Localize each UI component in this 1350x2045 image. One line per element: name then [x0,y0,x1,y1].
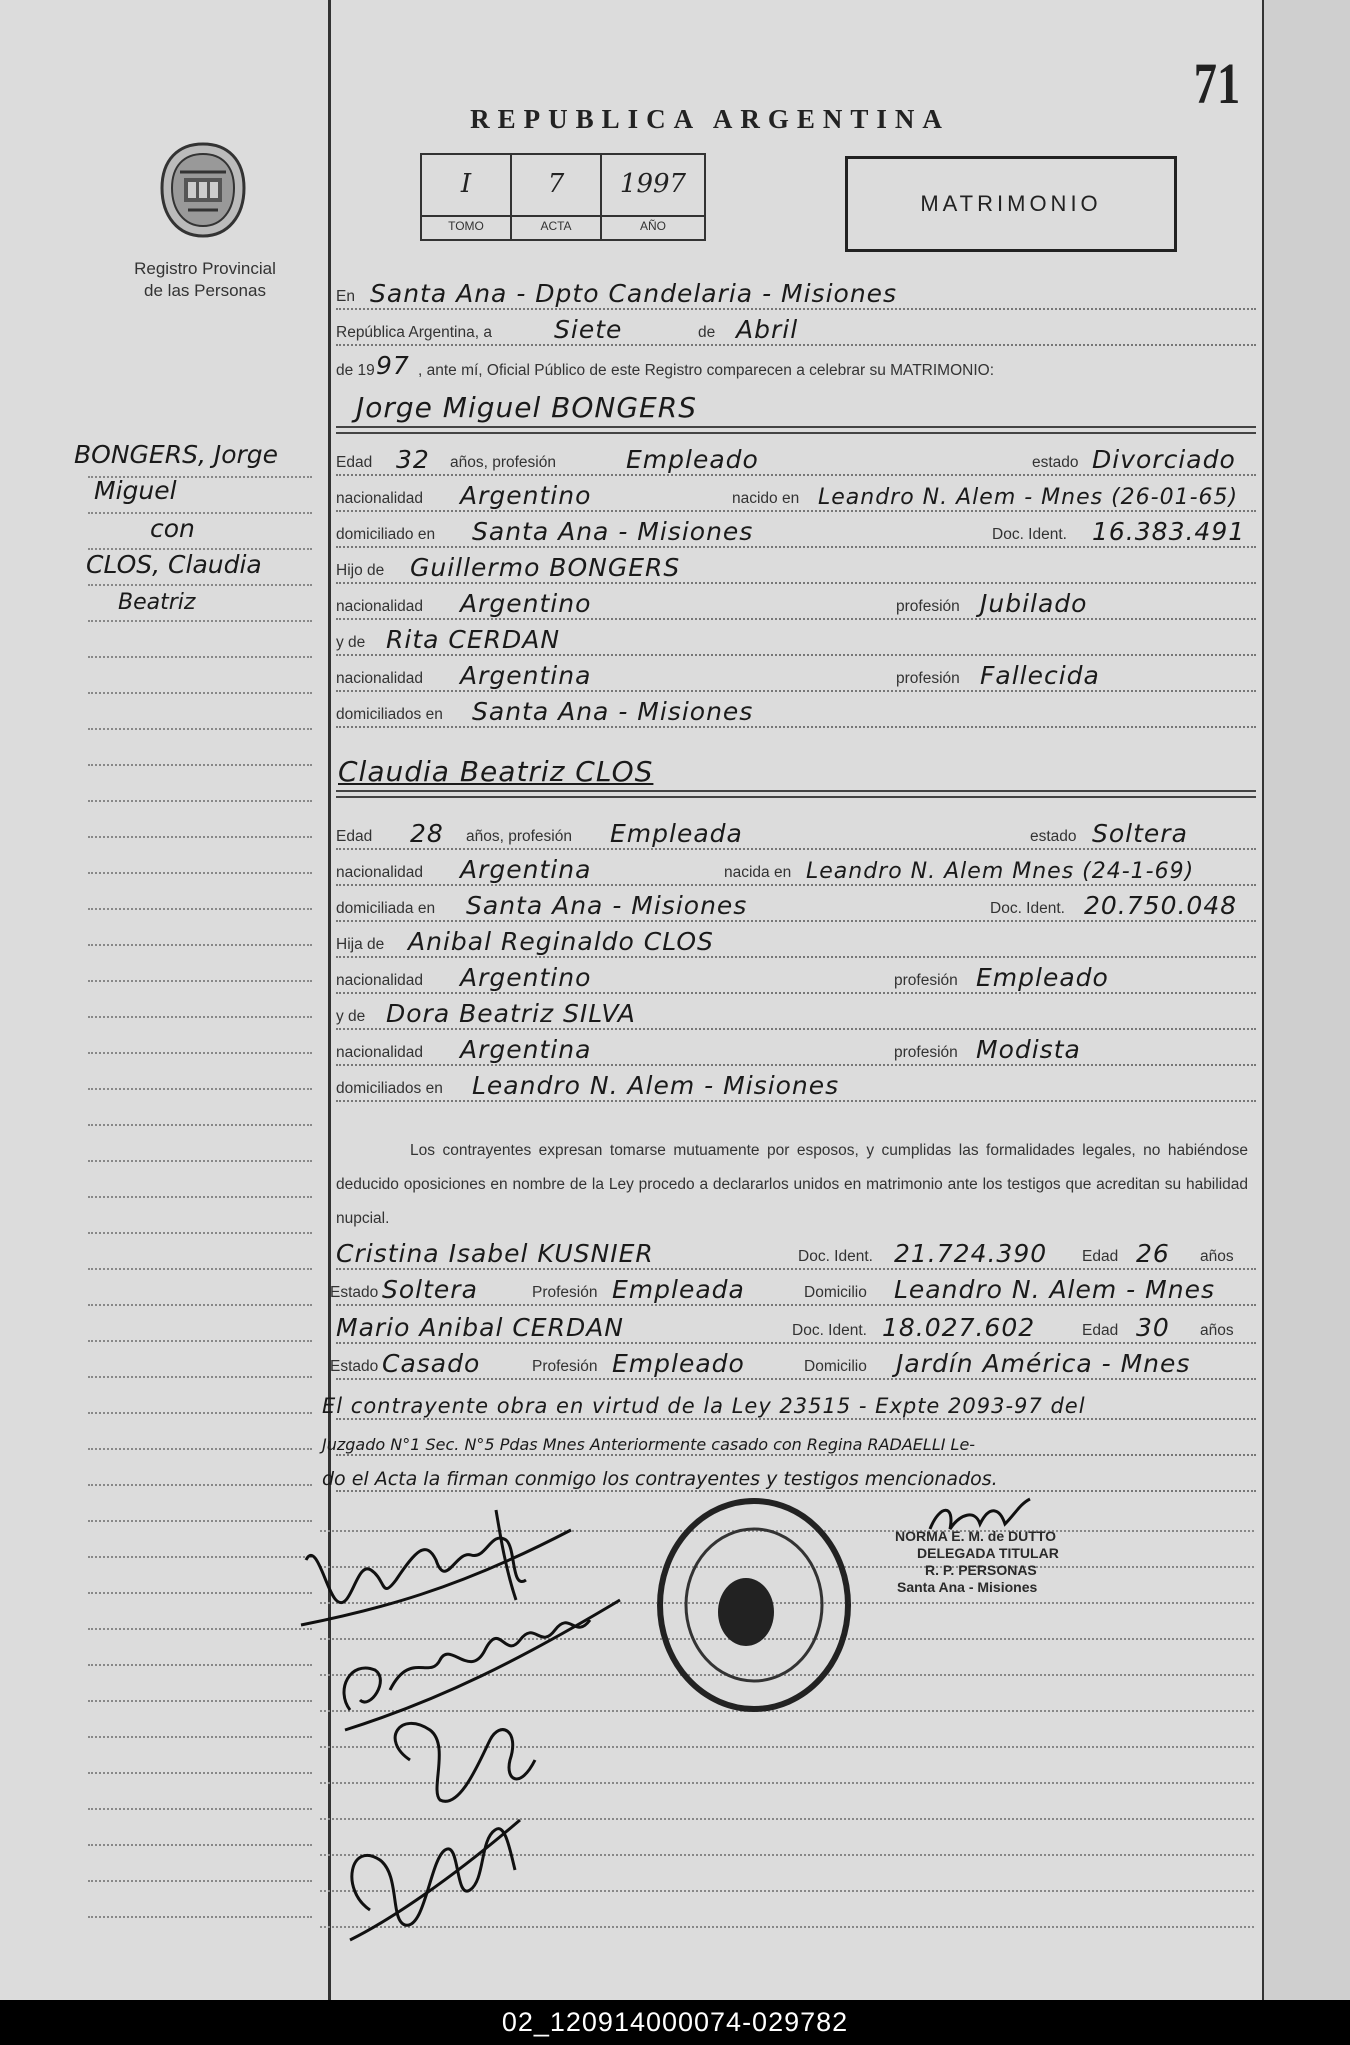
margin-rule [88,728,312,730]
bride-mother-row: y de Dora Beatriz SILVA [336,1002,1256,1032]
margin-rule [88,1556,312,1558]
margin-rule [88,692,312,694]
margin-rule [88,1700,312,1702]
margin-rule [88,1196,312,1198]
witness2-signature-icon [330,1800,530,1950]
margin-annotation-3: con [150,514,195,543]
groom-parents-residence-row: domiciliados en Santa Ana - Misiones [336,700,1256,730]
place-row: En Santa Ana - Dpto Candelaria - Misiones [336,282,1256,312]
margin-rule [88,944,312,946]
note-line-3: do el Acta la firman conmigo los contrayentes y testigos mencionados. [336,1464,1256,1494]
margin-rule [88,1628,312,1630]
year-value: 97 [376,351,410,380]
margin-rule [88,1772,312,1774]
margin-rule [88,1664,312,1666]
bride-name: Claudia Beatriz CLOS [338,755,654,788]
declaration-text: Los contrayentes expresan tomarse mutuamente por esposos, y cumplidas las formalidades legales, no habiéndose deducido oposiciones en nombre de la Ley procedo a declararlos unidos en matrimonio ante los testigos que acreditan su habilidad nupcial. [336,1142,1248,1227]
bride-parents-residence-row: domiciliados en Leandro N. Alem - Misiones [336,1074,1256,1104]
bride-name-line [336,755,1256,800]
margin-rule [88,1880,312,1882]
bride-father-row: Hija de Anibal Reginaldo CLOS [336,930,1256,960]
margin-annotation-1: BONGERS, Jorge [74,440,279,469]
margin-rule [88,1520,312,1522]
margin-rule [88,800,312,802]
margin-rule [88,1340,312,1342]
margin-rule [88,1376,312,1378]
page-number: 71 [1193,51,1241,116]
official-stamp: NORMA E. M. de DUTTO DELEGADA TITULAR R. P. PERSONAS Santa Ana - Misiones [895,1528,1059,1595]
provincial-seal-icon [158,140,248,240]
ano-cell: 1997 AÑO [602,155,704,239]
bride-mother-details-row: nacionalidad Argentina profesión Modista [336,1038,1256,1068]
place-value: Santa Ana - Dpto Candelaria - Misiones [370,279,898,308]
year-row: de 19 97 , ante mí, Oficial Público de este Registro comparecen a celebrar su MATRIMONIO: [336,351,995,380]
witness2-details-row: Estado Casado Profesión Empleado Domicilio Jardín América - Mnes [336,1352,1256,1382]
registry-name: Registro Provincial de las Personas [134,259,276,300]
tomo-cell: I TOMO [422,155,512,239]
bride-nationality-row: nacionalidad Argentina nacida en Leandro N. Alem Mnes (24-1-69) [336,858,1256,888]
groom-mother-row: y de Rita CERDAN [336,628,1256,658]
groom-age-row: Edad 32 años, profesión Empleado estado Divorciado [336,448,1256,478]
margin-rule [88,872,312,874]
bride-father-details-row: nacionalidad Argentino profesión Empleado [336,966,1256,996]
note-line-1: El contrayente obra en virtud de la Ley 23515 - Expte 2093-97 del [336,1392,1256,1422]
groom-nationality-row: nacionalidad Argentino nacido en Leandro N. Alem - Mnes (26-01-65) [336,484,1256,514]
margin-rule [88,620,312,622]
margin-rule [88,584,312,586]
margin-rule [88,1412,312,1414]
margin-rule [88,1232,312,1234]
margin-rule [88,1160,312,1162]
acta-cell: 7 ACTA [512,155,602,239]
margin-rule [88,656,312,658]
margin-rule [88,1736,312,1738]
act-type-box: MATRIMONIO [845,156,1177,252]
margin-rule [88,1484,312,1486]
margin-rule [88,1808,312,1810]
margin-rule [88,980,312,982]
act-reference-box [420,153,706,241]
margin-annotation-2: Miguel [94,476,177,505]
month-value: Abril [736,315,799,344]
margin-rule [88,1304,312,1306]
margin-rule [88,1124,312,1126]
groom-father-row: Hijo de Guillermo BONGERS [336,556,1256,586]
country-title: REPUBLICA ARGENTINA [470,104,950,134]
margin-rule [88,1448,312,1450]
margin-rule [88,764,312,766]
groom-name: Jorge Miguel BONGERS [356,391,697,424]
margin-rule [88,1052,312,1054]
witness1-details-row: Estado Soltera Profesión Empleada Domicilio Leandro N. Alem - Mnes [336,1278,1256,1308]
groom-father-details-row: nacionalidad Argentino profesión Jubilado [336,592,1256,622]
margin-rule [88,1844,312,1846]
margin-rule [88,548,312,550]
groom-residence-row: domiciliado en Santa Ana - Misiones Doc. Ident. 16.383.491 [336,520,1256,550]
margin-rule [88,908,312,910]
note-line-2: Juzgado N°1 Sec. N°5 Pdas Mnes Anteriormente casado con Regina RADAELLI Le- [336,1428,1256,1458]
margin-rule [88,836,312,838]
margin-rule [88,1016,312,1018]
bride-age-row: Edad 28 años, profesión Empleada estado Soltera [336,822,1256,852]
margin-rule [88,512,312,514]
margin-annotation-5: Beatriz [118,590,196,615]
margin-rule [88,1916,312,1918]
witness1-row: Cristina Isabel KUSNIER Doc. Ident. 21.724.390 Edad 26 años [336,1242,1256,1272]
page-edge [1264,0,1350,2000]
groom-mother-details-row: nacionalidad Argentina profesión Fallecida [336,664,1256,694]
margin-rule [88,1088,312,1090]
date-row: República Argentina, a Siete de Abril [336,318,1256,348]
margin-rule [88,1592,312,1594]
margin-rule [88,1268,312,1270]
margin-rule [88,476,312,478]
day-value: Siete [554,315,623,344]
official-seal-icon [654,1496,854,1714]
document-reference: 02_120914000074-029782 [501,2007,849,2037]
witness2-row: Mario Anibal CERDAN Doc. Ident. 18.027.602 Edad 30 años [336,1316,1256,1346]
margin-annotation-4: CLOS, Claudia [86,550,262,579]
groom-name-line [336,391,1256,436]
bride-residence-row: domiciliada en Santa Ana - Misiones Doc. Ident. 20.750.048 [336,894,1256,924]
right-border [1262,0,1264,2000]
